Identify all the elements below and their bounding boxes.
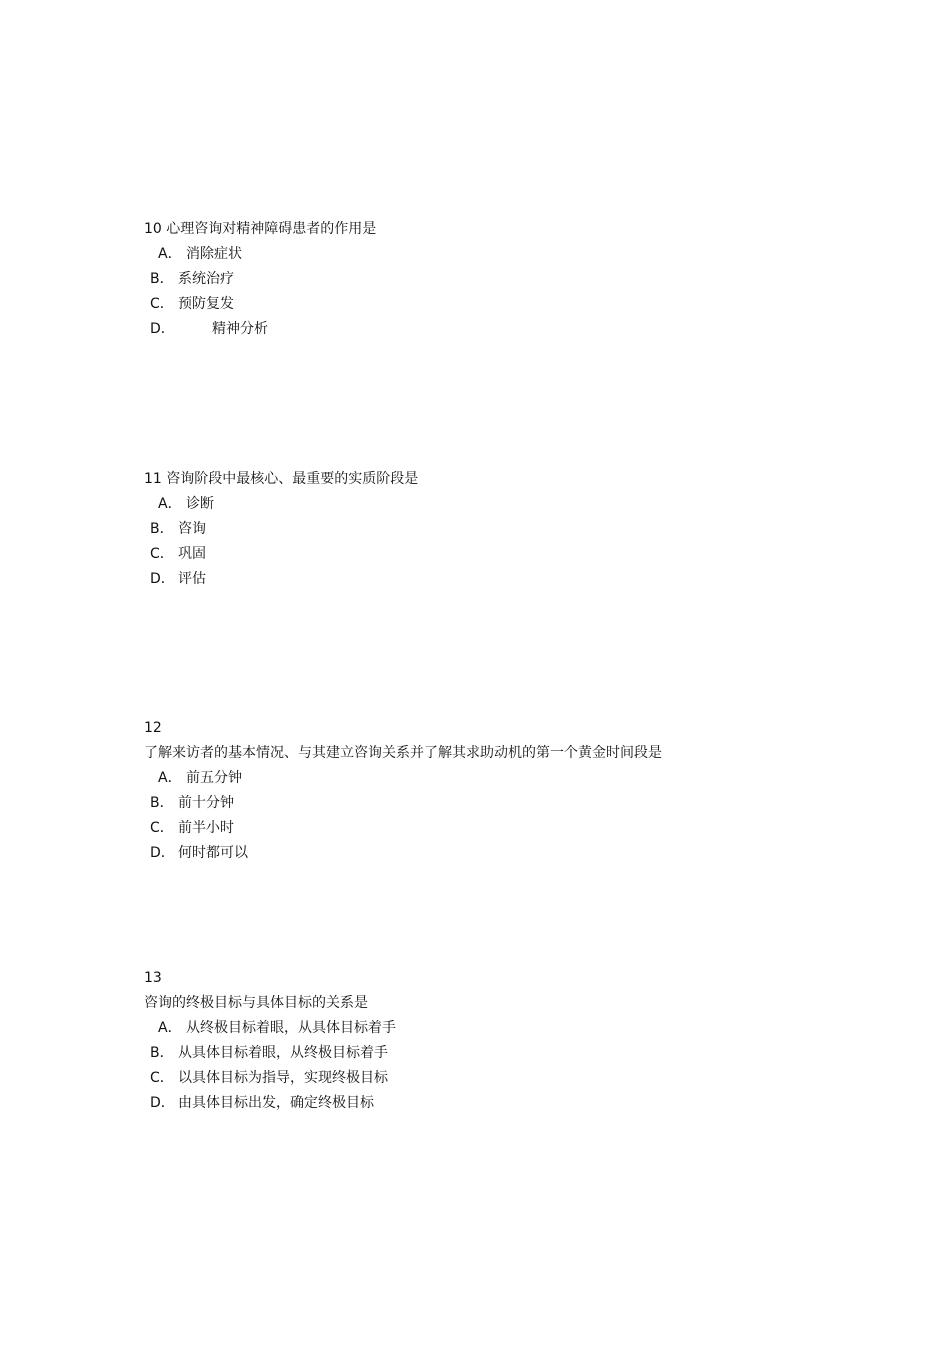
option-label: D． [150,1095,175,1111]
option-label: B． [150,1045,174,1061]
option-text: 评估 [178,571,206,587]
option-label: C． [150,1070,174,1086]
question-number: 12 [144,720,162,736]
option-text: 前半小时 [178,820,234,836]
option-text: 预防复发 [178,296,234,312]
option-label: B． [150,795,174,811]
option-label: A． [158,770,182,786]
question-13 [144,966,904,1116]
question-stem [144,991,904,1016]
option-a [144,492,904,517]
option-label: A． [158,246,182,262]
option-text: 前十分钟 [178,795,234,811]
option-label: B． [150,521,174,537]
question-text: 心理咨询对精神障碍患者的作用是 [166,221,377,237]
option-label: C． [150,546,174,562]
option-c [144,542,904,567]
question-number: 11 [144,471,162,487]
option-a [144,766,904,791]
option-text: 以具体目标为指导，实现终极目标 [178,1070,388,1086]
option-label: D． [150,321,175,337]
option-a [144,242,904,267]
option-c [144,816,904,841]
question-12 [144,716,904,866]
option-text: 诊断 [186,496,214,512]
option-text: 何时都可以 [178,845,248,861]
option-text: 咨询 [178,521,206,537]
option-d [144,841,904,866]
option-d [144,567,904,592]
question-text: 咨询的终极目标与具体目标的关系是 [144,995,368,1011]
question-11 [144,467,904,592]
option-text: 从具体目标着眼，从终极目标着手 [178,1045,388,1061]
option-label: A． [158,496,182,512]
option-c [144,1066,904,1091]
option-d [144,317,904,342]
option-text: 由具体目标出发，确定终极目标 [178,1095,374,1111]
option-b [144,267,904,292]
option-text: 巩固 [178,546,206,562]
option-d [144,1091,904,1116]
option-text: 前五分钟 [186,770,242,786]
option-label: D． [150,845,175,861]
question-number-line [144,966,904,991]
option-label: D． [150,571,175,587]
option-text: 从终极目标着眼，从具体目标着手 [186,1020,396,1036]
option-b [144,791,904,816]
question-number: 10 [144,221,162,237]
question-stem [144,467,904,492]
question-number: 13 [144,970,162,986]
option-text: 消除症状 [186,246,242,262]
question-stem [144,741,904,766]
question-text: 咨询阶段中最核心、最重要的实质阶段是 [166,471,419,487]
option-b [144,1041,904,1066]
question-stem [144,217,904,242]
option-b [144,517,904,542]
option-label: B． [150,271,174,287]
option-label: A． [158,1020,182,1036]
question-number-line [144,716,904,741]
option-label: C． [150,820,174,836]
question-10 [144,217,904,342]
option-a [144,1016,904,1041]
option-text: 系统治疗 [178,271,234,287]
option-c [144,292,904,317]
question-text: 了解来访者的基本情况、与其建立咨询关系并了解其求助动机的第一个黄金时间段是 [144,745,662,761]
option-label: C． [150,296,174,312]
option-text: 精神分析 [212,321,268,337]
